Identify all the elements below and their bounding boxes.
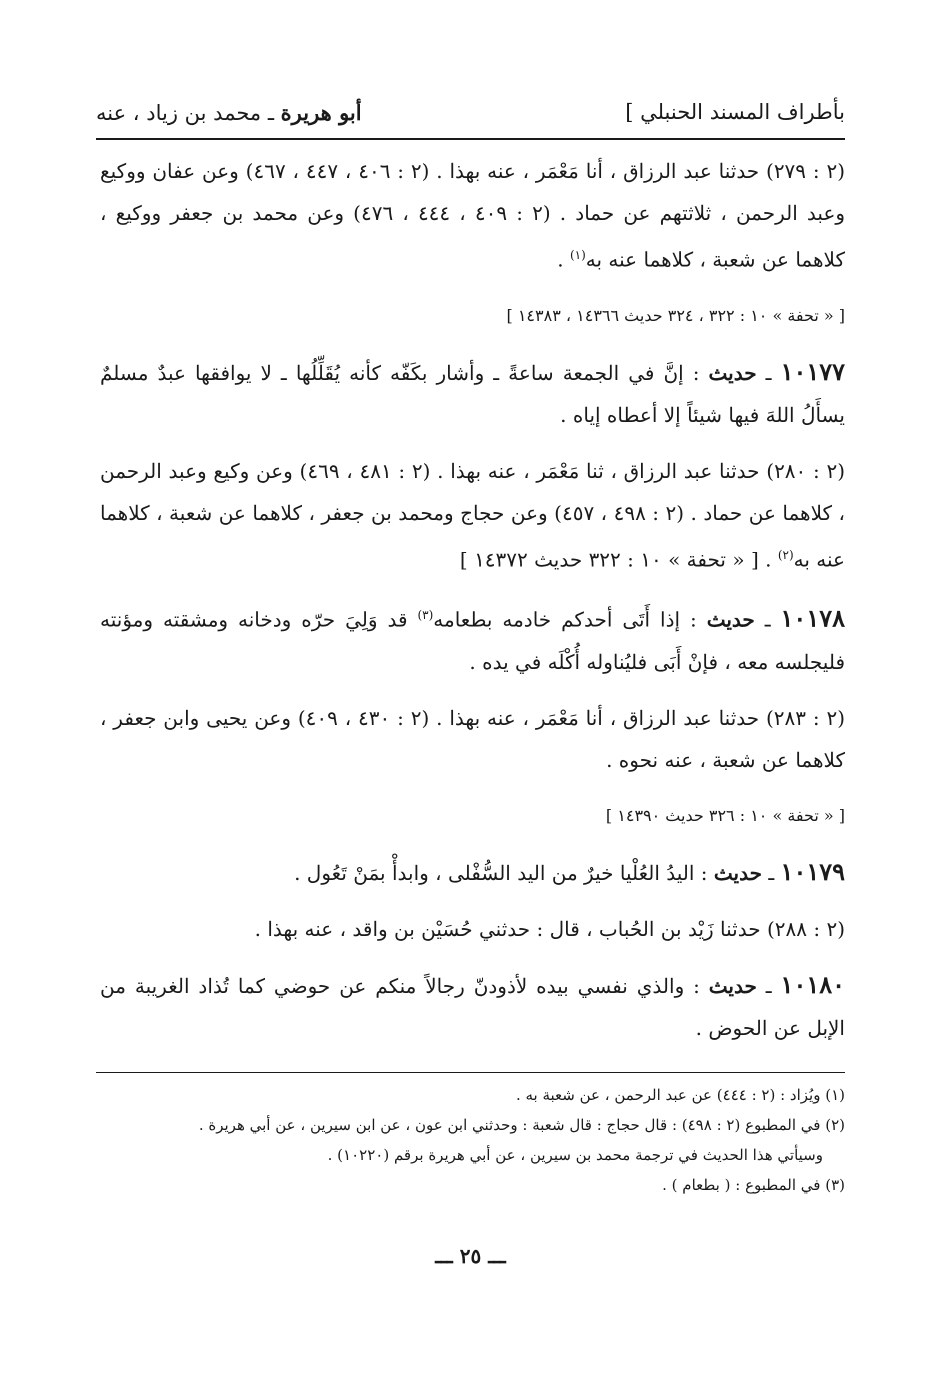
chain-paragraph: (٢ : ٢٨٣) حدثنا عبد الرزاق ، أنا مَعْمَر ، عنه بهذا . (٢ : ٤٣٠ ، ٤٠٩) وعن يحيى وابن جعفر ، كلاهما عن شعبة ، عنه نحوه . xyxy=(100,705,846,772)
footnote-marker: (٣) xyxy=(417,608,434,623)
footnote-continuation: وسيأتي هذا الحديث في ترجمة محمد بن سيرين ، عن أبي هريرة برقم (١٠٢٢٠) . xyxy=(327,1146,823,1164)
hadith-entry: ١٠١٨٠ ـ حديث : والذي نفسي بيده لأذودنّ رجالاً منكم عن حوضي كما تُذاد الغريبة من الإبل عن الحوض . xyxy=(100,969,845,1040)
header-narrator: ـ محمد بن زياد ، عنه xyxy=(96,100,281,125)
footnote: (٢) في المطبوع (٢ : ٤٩٨) : قال حجاج : قال شعبة : وحدثني ابن عون ، عن ابن سيرين ، عن أبي هريرة . xyxy=(198,1116,845,1134)
footnotes xyxy=(100,1080,845,1200)
footnote: (٣) في المطبوع : ( بطعام ) . xyxy=(662,1176,845,1194)
hadith-entry: ١٠١٧٧ ـ حديث : إنَّ في الجمعة ساعةً ـ وأشار بكَفّه كأنه يُقَلِّلُها ـ لا يوافقها عبدٌ مسلمٌ يسأَلُ اللهَ فيها شيئاً إلا أعطاه إياه . xyxy=(100,356,846,427)
hadith-number: ١٠١٧٧ xyxy=(780,356,846,386)
hadith-entry: ١٠١٧٨ ـ حديث : إذا أَتَى أحدكم خادمه بطعامه$^{(٣)}$ قد وَلِيَ حرّه ودخانه ومشقته ومؤنته فليجلسه معه ، فإنْ أَبَى فليُناوله أُكْلَه في يده . xyxy=(100,603,845,674)
hadith-text: : إنَّ في الجمعة ساعةً ـ وأشار بكَفّه كأنه يُقَلِّلُها ـ لا يوافقها عبدٌ مسلمٌ يسأَلُ اللهَ فيها شيئاً إلا أعطاه إياه . xyxy=(100,360,845,427)
tuhfa-reference: [ « تحفة » ١٠ : ٣٢٦ حديث ١٤٣٩٠ ] xyxy=(605,805,845,825)
chain-paragraph: (٢ : ٢٨٠) حدثنا عبد الرزاق ، ثنا مَعْمَر ، عنه بهذا . (٢ : ٤٨١ ، ٤٦٩) وعن وكيع وعبد الرحمن ، كلاهما عن حماد . (٢ : ٤٩٨ ، ٤٥٧) وعن حجاج ومحمد بن جعفر ، كلاهما عن شعبة ، كلاهما عنه به$^{(٢)}$ . [ « تحفة » ١٠ : ٣٢٢ حديث ١٤٣٧٢ ] xyxy=(100,458,846,572)
footnote-divider xyxy=(96,1072,845,1073)
header-companion-name: أبو هريرة xyxy=(280,99,362,125)
header-book-title: بأطراف المسند الحنبلي ] xyxy=(625,100,845,124)
header-divider xyxy=(96,138,845,140)
hadith-label: حديث xyxy=(713,860,762,885)
hadith-text: : والذي نفسي بيده لأذودنّ رجالاً منكم عن حوضي كما تُذاد الغريبة من الإبل عن الحوض . xyxy=(100,973,845,1040)
hadith-label: حديث xyxy=(706,607,755,632)
footnote-marker: (١) xyxy=(569,248,586,262)
tuhfa-reference: [ « تحفة » ١٠ : ٣٢٢ ، ٣٢٤ حديث ١٤٣٦٦ ، ١٤٣٨٣ ] xyxy=(506,305,845,325)
hadith-label: حديث xyxy=(708,360,757,385)
hadith-label: حديث xyxy=(708,973,757,998)
footnote: (١) ويُزاد : (٢ : ٤٤٤) عن عبد الرحمن ، عن شعبة به . xyxy=(515,1086,845,1104)
page-number: ـــ ٢٥ ـــ xyxy=(435,1244,506,1268)
footnote-marker: (٢) xyxy=(777,547,794,562)
chain-paragraph: (٢ : ٢٨٨) حدثنا زَيْد بن الحُباب ، قال : حدثني حُسَيْن بن واقد ، عنه بهذا . xyxy=(254,916,845,941)
hadith-number: ١٠١٨٠ xyxy=(780,969,845,999)
running-header xyxy=(96,92,845,132)
main-text xyxy=(100,150,845,1049)
hadith-text: : اليدُ العُلْيا خيرٌ من اليد السُّفْلى ، وابدأْ بمَنْ تَعُول . xyxy=(294,860,714,885)
hadith-text: : إذا أَتَى أحدكم خادمه بطعامه xyxy=(433,607,707,632)
header-chapter xyxy=(96,100,362,125)
hadith-number: ١٠١٧٩ xyxy=(780,856,845,886)
hadith-entry: ١٠١٧٩ ـ حديث : اليدُ العُلْيا خيرٌ من اليد السُّفْلى ، وابدأْ بمَنْ تَعُول . xyxy=(294,856,845,886)
chain-paragraph: (٢ : ٢٧٩) حدثنا عبد الرزاق ، أنا مَعْمَر ، عنه بهذا . (٢ : ٤٠٦ ، ٤٤٧ ، ٤٦٧) وعن عفان ووكيع وعبد الرحمن ، ثلاثتهم عن حماد . (٢ : ٤٠٩ ، ٤٤٤ ، ٤٧٦) وعن محمد بن جعفر ووكيع ، كلاهما عن شعبة ، كلاهما عنه به$^{(١)}$ . xyxy=(100,159,846,272)
hadith-number: ١٠١٧٨ xyxy=(780,603,845,633)
